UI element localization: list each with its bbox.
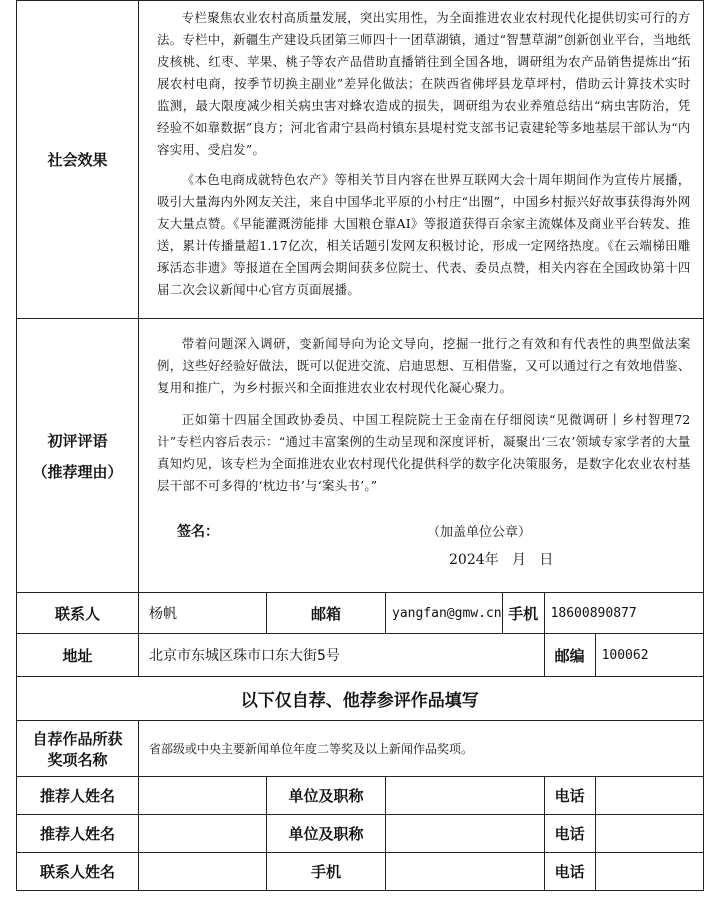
review-label-line1: 初评评语 [47,431,108,450]
recommender-phone-value[interactable] [595,777,703,815]
contact-phone-value[interactable] [595,853,703,891]
contact-person-row [17,853,704,891]
date-row [157,547,691,575]
contact-phone-label: 电话 [544,853,595,891]
email-label: 邮箱 [267,593,386,634]
recommendation-form-table [16,0,704,891]
social-effect-paragraph-1: 专栏聚焦农业农村高质量发展，突出实用性，为全面推进农业农村现代化提供切实可行的方法。专栏中，新疆生产建设兵团第三师四十一团草湖镇，通过“智慧草湖”创新创业平台，当地纸皮核桃、红枣、苹果、桃子等农产品借助直播销往到全国各地，调研组为农产品销售提炼出“拓展农村电商，按季节切换主副业”差异化做法；在陕西省佛坪县龙草坪村，借助云计算技术实时监测，最大限度减少相关病虫害对蜂农造成的损失，调研组为农业养殖总结出“病虫害防治，凭经验不如靠数据”良方；河北省肃宁县尚村镇东县堤村党支部书记袁建轮等多地基层干部认为“内容实用、受启发”。 [157,10,691,157]
social-effect-label: 社会效果 [17,1,139,319]
social-effect-content [139,1,704,319]
self-recommend-section-title: 以下仅自荐、他荐参评作品填写 [17,677,704,721]
review-paragraph-2: 正如第十四届全国政协委员、中国工程院院士王金南在仔细阅读“见微调研丨乡村智理72计”专栏内容后表示：“通过丰富案例的生动呈现和深度评析，凝聚出‘三农’领域专家学者的大量真知灼见，该专栏为全面推进农业农村现代化提供科学的数字化决策服务，是数字化农业农村基层干部不可多得的‘枕边书’与‘案头书’。” [157,412,691,493]
address-value: 北京市东城区珠市口东大街5号 [139,634,545,677]
recommender-name-label: 推荐人姓名 [17,777,139,815]
email-value: yangfan@gmw.cn [386,593,503,634]
social-effect-row [17,1,704,319]
contact-person-label: 联系人 [17,593,139,634]
recommender-unit-value[interactable] [386,815,545,853]
review-row [17,319,704,593]
contact-mobile-label: 手机 [267,853,386,891]
recommender-phone-label: 电话 [544,815,595,853]
contact-row [17,593,704,634]
recommender-name-value[interactable] [139,815,267,853]
contact-name-label: 联系人姓名 [17,853,139,891]
award-label-line2: 奖项名称 [47,750,108,769]
seal-note: （加盖单位公章） [427,525,532,540]
contact-name-value[interactable] [139,853,267,891]
phone-value: 18600890877 [544,593,703,634]
review-content [139,319,704,593]
contact-mobile-value[interactable] [386,853,545,891]
signature-row [157,511,691,547]
recommender-name-label: 推荐人姓名 [17,815,139,853]
award-row [17,721,704,777]
address-row [17,634,704,677]
award-label-line1: 自荐作品所获 [32,729,123,748]
self-recommend-section-row [17,677,704,721]
recommender-unit-label: 单位及职称 [267,777,386,815]
signature-label: 签名： [177,524,219,540]
phone-label: 手机 [502,593,544,634]
postcode-label: 邮编 [544,634,595,677]
recommender-unit-value[interactable] [386,777,545,815]
address-label: 地址 [17,634,139,677]
recommender-phone-label: 电话 [544,777,595,815]
recommender-name-value[interactable] [139,777,267,815]
recommender-row [17,777,704,815]
social-effect-paragraph-2: 《本色电商成就特色农产》等相关节目内容在世界互联网大会十周年期间作为宣传片展播，吸引大量海内外网友关注，来自中国华北平原的小村庄“出圈”，中国乡村振兴好故事获得海外网友大量点赞。《早能灌溉涝能排 大国粮仓靠AI》等报道获得百余家主流媒体及商业平台转发、推送，累计传播量超1.17亿次，相关话题引发网友积极讨论，形成一定网络热度。《在云端梯田雕琢活态非遗》等报道在全国两会期间获多位院士、代表、委员点赞，相关内容在全国政协第十四届二次会议新闻中心官方页面展播。 [157,172,691,297]
review-label [17,319,139,593]
review-label-line2: （推荐理由） [32,462,123,481]
recommender-row [17,815,704,853]
recommender-unit-label: 单位及职称 [267,815,386,853]
review-paragraph-1: 带着问题深入调研，变新闻导向为论文导向，挖掘一批行之有效和有代表性的典型做法案例，这些好经验好做法，既可以促进交流、启迪思想、互相借鉴，又可以通过行之有效地借鉴、复用和推广，为乡村振兴和全面推进农业农村现代化凝心聚力。 [157,336,691,395]
award-label [17,721,139,777]
postcode-value: 100062 [595,634,703,677]
award-note: 省部级或中央主要新闻单位年度二等奖及以上新闻作品奖项。 [139,721,704,777]
recommender-phone-value[interactable] [595,815,703,853]
date-text: 2024年 月 日 [449,552,554,568]
contact-person-value: 杨帆 [139,593,267,634]
